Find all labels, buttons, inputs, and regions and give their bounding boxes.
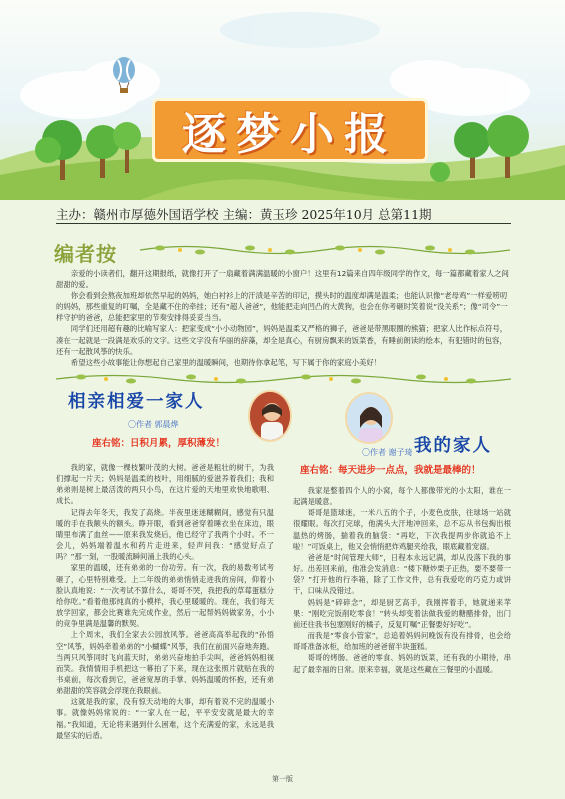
- masthead: 主办：赣州市厚德外国语学校 主编：黄玉珍 2025年10月 总第11期: [56, 207, 432, 222]
- page-number: 第一版: [272, 775, 293, 783]
- right-article-motto: 座右铭：每天进步一点点，我就是最棒的！: [300, 465, 481, 476]
- masthead-divider: [56, 223, 511, 224]
- banner: [0, 0, 565, 200]
- article-paragraph: 而我是“零食小管家”，总追着妈妈问晚饭有没有排骨，也会给哥哥准备冰柜，给加班的爸爸留半块蛋糕。: [293, 631, 511, 652]
- article-paragraph: 家里的温暖，还有弟弟的一份功劳。有一次，我的易数考试考砸了，心里特别难受。上二年级的弟弟悄悄走进我的房间，仰着小脸认真地说：“一次考试不算什么，哥哥不哭，我把我的草莓蛋糕分给你吃。”看着他那纯真的小模样，我心里暖暖的。现在，我们每天放学回家，都会比赛谁先完成作业，然后一起帮妈妈做家务，小小的竞争里满是温馨的默契。: [56, 563, 274, 629]
- editor-paragraph: 希望这些小故事能让你想起自己家里的温暖瞬间，也期待你拿起笔，写下属于你的家庭小美好！: [70, 357, 382, 367]
- article-paragraph: 哥哥是篮球迷，一米八五的个子，小麦色皮肤，往球场一站就很耀眼。每次打完球，他满头大汗地冲回来，总不忘从书包掏出根温热的烤肠，揣着我的脑袋：“再吃，下次我提两步你就追不上啦！”可饭桌上，他又会悄悄把炸鸡腿夹给我，眼底藏着宠溺。: [293, 508, 511, 551]
- right-article-title: 我的家人: [414, 436, 492, 456]
- editor-paragraph: 你会看到会熬夜加班却依然早起的妈妈，她白衬衫上的汗渍是辛苦的印记，摸头时的温度却满是温柔；也能认识像“老母鸡”一样爱唠叨的妈妈，那些重复的叮嘱，全是藏不住的牵挂；还有“超人爸爸”，他能把走向凹凸的大黄狗，也会在你考砸时笑着说“没关系”；像“司令”一样守护的爸爸，总能把家里的节奏安排得妥妥当当。: [56, 291, 508, 323]
- editor-note-body: [56, 268, 511, 368]
- vine-icon: [56, 372, 511, 386]
- vine-icon: [140, 243, 510, 257]
- article-paragraph: 我的家，就像一棵枝繁叶茂的大树。爸爸是粗壮的树干，为我们撑起一片天；妈妈是温柔的枝叶，用细腻的爱滋养着我们；我和弟弟则是树上最活泼的两只小鸟，在这片爱的天地里欢快地歌唱、成长。: [56, 463, 274, 506]
- article-paragraph: 记得去年冬天，我发了高烧。半夜里迷迷糊糊间，感觉有只温暖的手在我额头的额头。睁开眼，看到爸爸穿着睡衣坐在床边，眼睛里布满了血丝——原来我发烧后，他已经守了我两个小时。不一会儿，妈妈端着温水和药片走进来，轻声问我：“感觉好点了吗？”那一刻，一股暖流瞬间涌上我的心头。: [56, 507, 274, 562]
- editor-paragraph: 亲爱的小读者们，翻开这期报纸，就像打开了一扇藏着满满温暖的小窗户！这里有12篇来自四年级同学的作文，每一篇都藏着家人之间甜甜的爱。: [56, 269, 509, 290]
- newspaper-title-box: [152, 98, 428, 162]
- right-article-body: [293, 485, 511, 675]
- left-article-body: [56, 462, 274, 741]
- left-article-motto: 座右铭：日积月累，厚积薄发！: [92, 438, 226, 449]
- newspaper-title: 逐梦小报: [182, 109, 398, 160]
- article-paragraph: 这就是我的家，没有惊天动地的大事，却有着说不完的温暖小事。就像妈妈常说的：“一家人在一起，平平安安就是最大的幸福。”我知道，无论将来遇到什么困难，这个充满爱的家，永远是我最坚实的后盾。: [56, 697, 274, 740]
- article-paragraph: 上个周末，我们全家去公园放风筝。爸爸高高举起我的“孙悟空”风筝，妈妈牵着弟弟的“小蝴蝶”风筝，我们在前面兴奋地奔跑。当两只风筝同时飞向蓝天时，弟弟兴奋地拍手尖叫，爸爸妈妈相视而笑。我情情用手机把这一幕拍了下来，现在这张照片就贴在我的书桌前，每次看到它，爸爸宽厚的手掌、妈妈温暖的怀抱，还有弟弟甜甜的笑容就会浮现在我眼前。: [56, 630, 274, 696]
- article-paragraph: 爸爸是“时间管理大师”，日程本永远记满，却从没落下我的事好。出差回来前，他准会发消息：“楼下糖炒栗子正热，要不要带一袋？”打开他的行李箱，除了工作文件，总有我爱吃的巧克力或饼干，口味从没错过。: [293, 552, 511, 596]
- right-article-author: 〇作者 谢子琦: [362, 448, 413, 457]
- article-paragraph: 哥哥的烤肠、爸爸的零食、妈妈的饭菜，还有我的小期待，串起了最幸福的日常。原来幸福，就是这些藏在三餐里的小温暖。: [293, 653, 511, 674]
- avatar-photo: [345, 392, 393, 444]
- left-article-title: 相亲相爱一家人: [68, 392, 205, 412]
- left-article-author: 〇作者 郭晨烨: [128, 420, 179, 429]
- avatar-photo: [248, 390, 292, 442]
- editor-paragraph: 同学们还用超有趣的比喻写家人：把家变成“小小动物园”，妈妈是温柔又严格的狮子，爸爸是带黑眼圈的熊猫；把家人比作标点符号，凑在一起就是一段满是欢乐的文字。这些文字没有华丽的辞藻，却全是真心，有厨房飘来的饭菜香，有睡前朗读的绘本，有犯错时的包容，还有一起散风筝的快乐。: [56, 324, 508, 356]
- article-paragraph: 妈妈是“碎碎念”，却是厨艺高手，我刚挥着手，她就递来苹果：“刚吃完饭削吃零食！”转头却变着法做我爱的糖醋排骨，出门前还往我书包塞刚好的橘子，反复叮嘱“正餐要好好吃”。: [293, 597, 511, 629]
- article-paragraph: 我家是整着四个人的小窝，每个人都像带光的小太阳，谁在一起满是暖意。: [293, 486, 511, 507]
- editor-note-heading: 编者按: [54, 242, 117, 266]
